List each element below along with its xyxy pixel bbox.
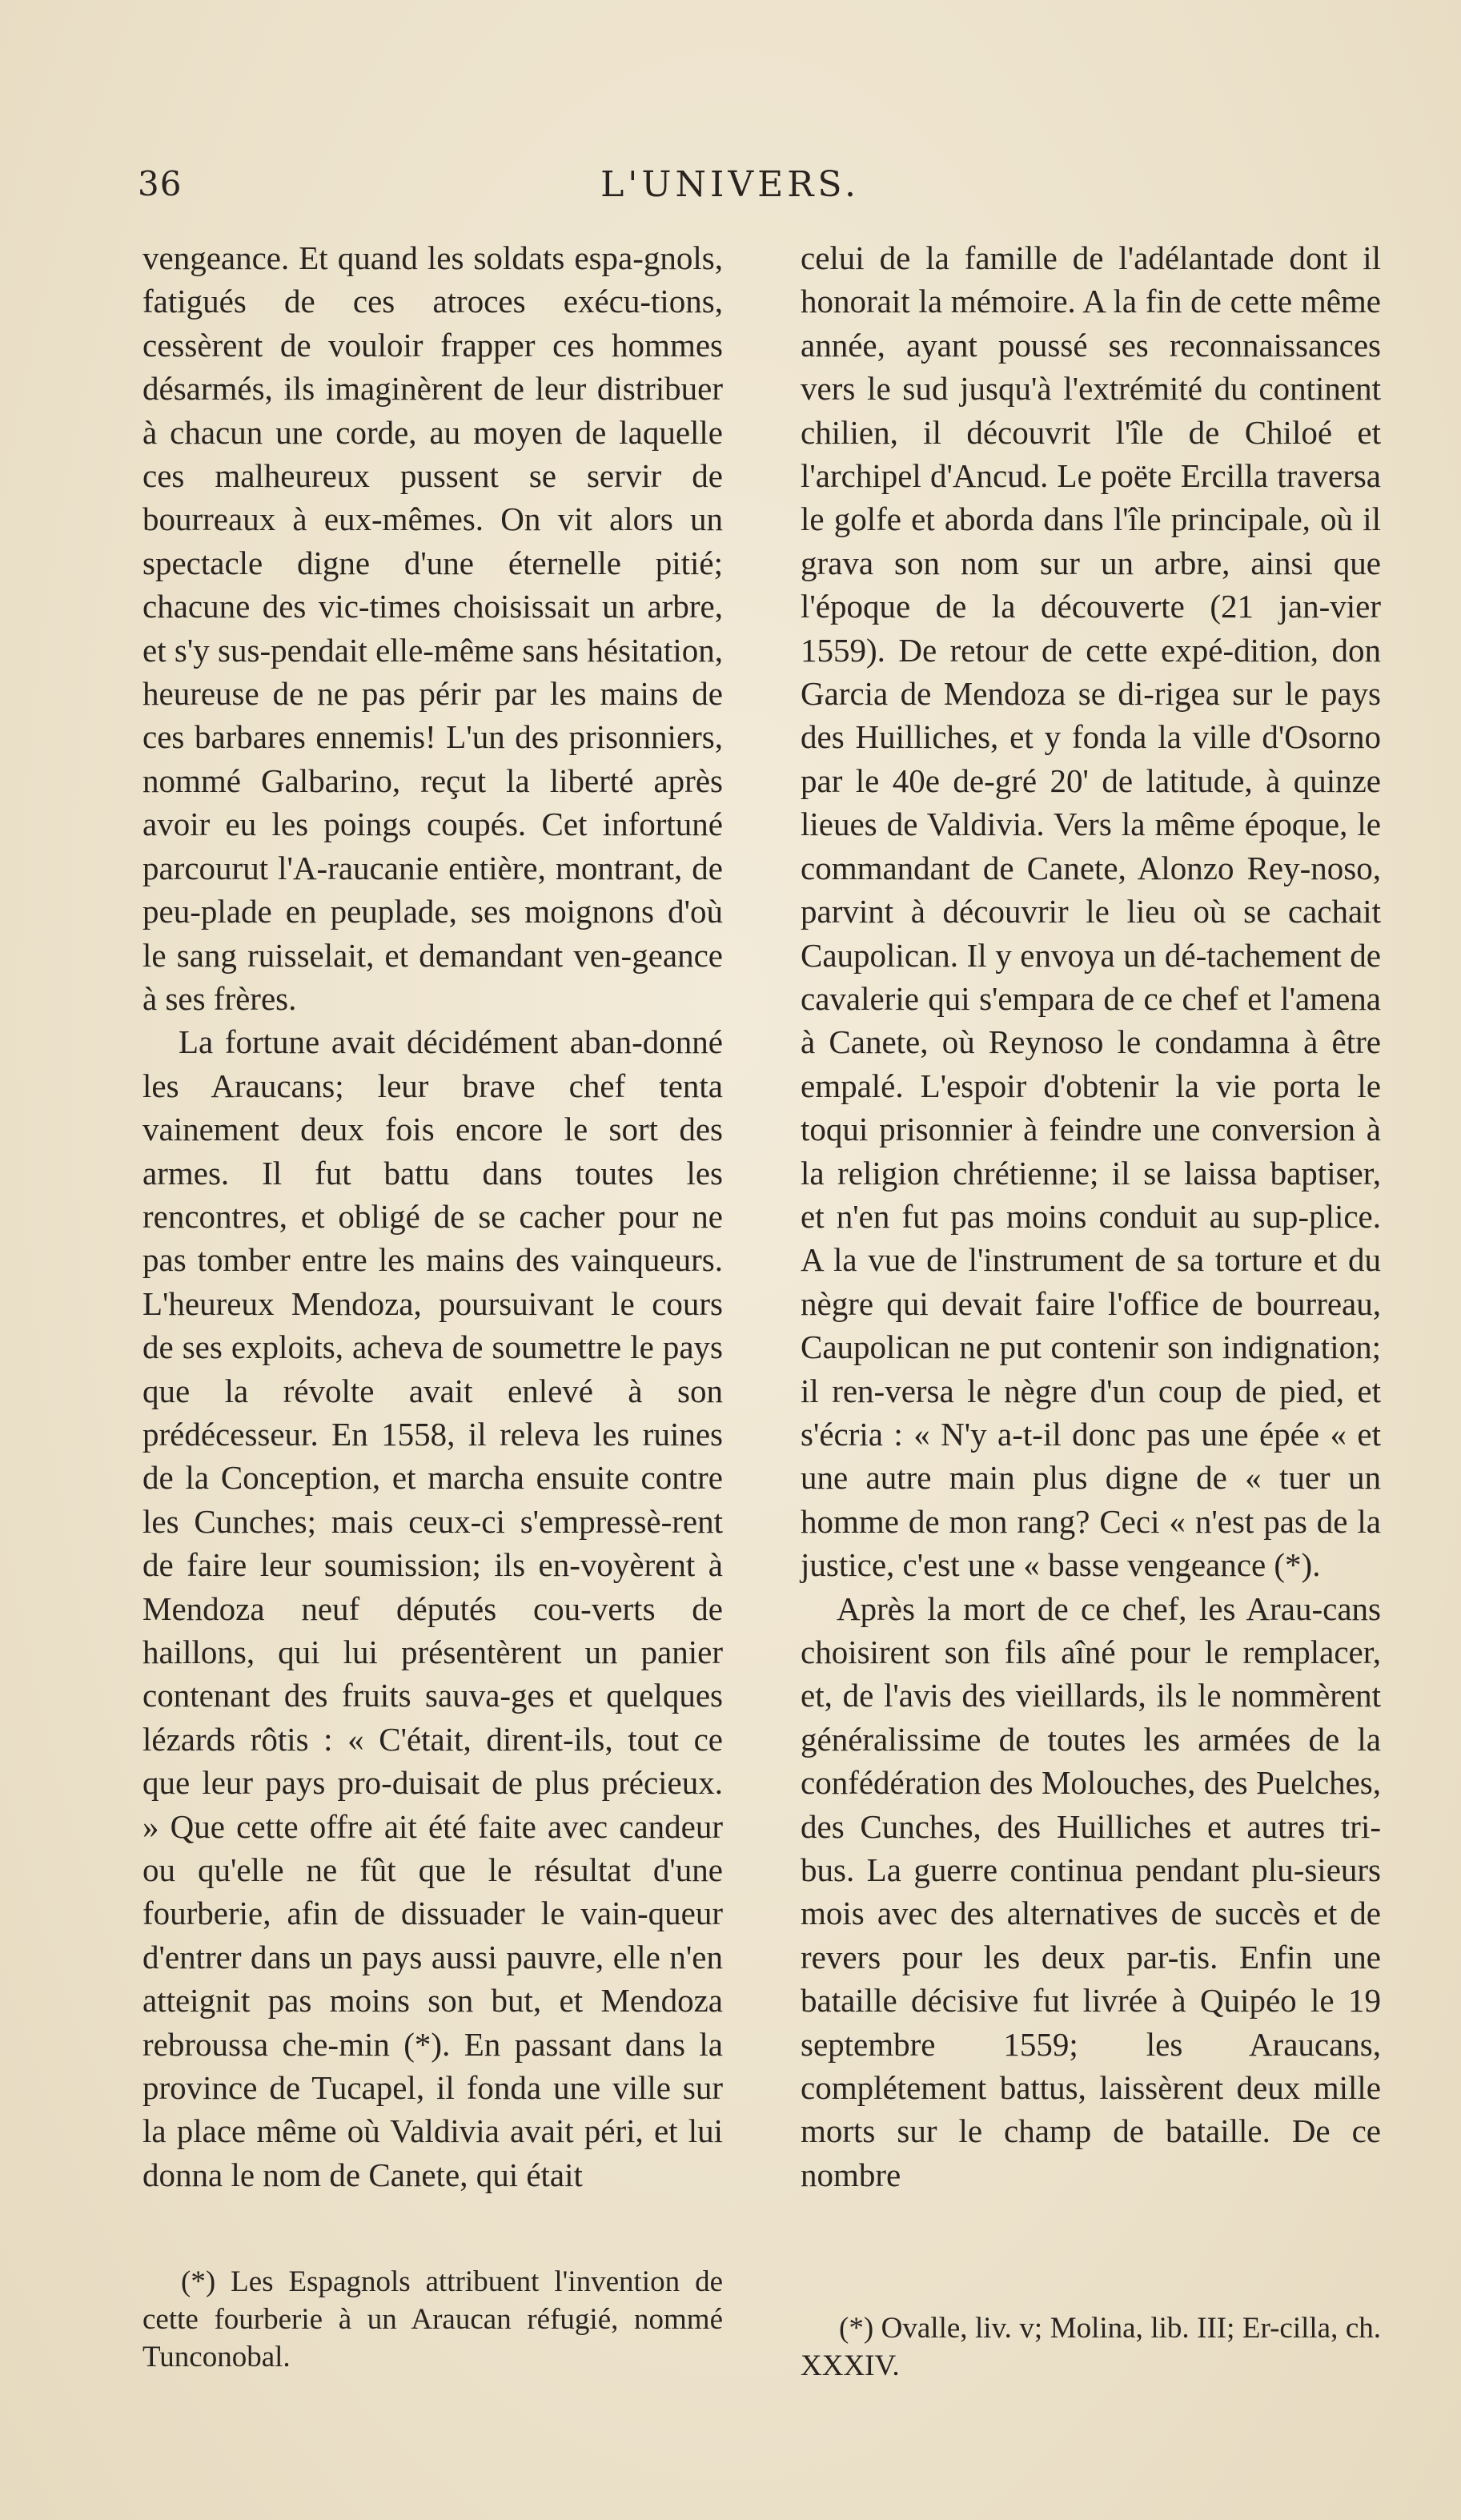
footnote-right — [801, 2309, 1381, 2385]
left-column — [142, 236, 723, 2196]
paragraph: celui de la famille de l'adélantade dont il honorait la mémoire. A la fin de cette même année, ayant poussé ses reconnaissances vers le sud jusqu'à l'extrémité du continent chilien, il découvrit l'île de Chiloé et l'archipel d'Ancud. Le poëte Ercilla traversa le golfe et aborda dans l'île principale, où il grava son nom sur un arbre, ainsi que l'époque de la découverte (21 jan-vier 1559). De retour de cette expé-dition, don Garcia de Mendoza se di-rigea sur le pays des Huilliches, et y fonda la ville d'Osorno par le 40e de-gré 20' de latitude, à quinze lieues de Valdivia. Vers la même époque, le commandant de Canete, Alonzo Rey-noso, parvint à découvrir le lieu où se cachait Caupolican. Il y envoya un dé-tachement de cavalerie qui s'empara de ce chef et l'amena à Canete, où Reynoso le condamna à être empalé. L'espoir d'obtenir la vie porta le toqui prisonnier à feindre une conversion à la religion chrétienne; il se laissa baptiser, et n'en fut pas moins conduit au sup-plice. A la vue de l'instrument de sa torture et du nègre qui devait faire l'office de bourreau, Caupolican ne put contenir son indignation; il ren-versa le nègre d'un coup de pied, et s'écria : « N'y a-t-il donc pas une épée « et une autre main plus digne de « tuer un homme de mon rang? Ceci « n'est pas de la justice, c'est une « basse vengeance (*). — [801, 239, 1381, 1584]
footnote-text: (*) Les Espagnols attribuent l'invention de cette fourberie à un Araucan réfugié, nommé Tunconobal. — [142, 2265, 723, 2373]
footnote-text: (*) Ovalle, liv. v; Molina, lib. III; Er-cilla, ch. XXXIV. — [801, 2312, 1381, 2382]
right-column — [801, 236, 1381, 2196]
footnote-left — [142, 2263, 723, 2376]
running-title: L'UNIVERS. — [600, 164, 860, 205]
running-head — [138, 164, 1323, 212]
paragraph: La fortune avait décidément aban-donné les Araucans; leur brave chef tenta vainement deux fois encore le sort des armes. Il fut battu dans toutes les rencontres, et obligé de se cacher pour ne pas tomber entre les mains des vainqueurs. L'heureux Mendoza, poursuivant le cours de ses exploits, acheva de soumettre le pays que la révolte avait enlevé à son prédécesseur. En 1558, il releva les ruines de la Conception, et marcha ensuite contre les Cunches; mais ceux-ci s'empressè-rent de faire leur soumission; ils en-voyèrent à Mendoza neuf députés cou-verts de haillons, qui lui présentèrent un panier contenant des fruits sauva-ges et quelques lézards rôtis : « C'était, dirent-ils, tout ce que leur pays pro-duisait de plus précieux. » Que cette offre ait été faite avec candeur ou qu'elle ne fût que le résultat d'une fourberie, afin de dissuader le vain-queur d'entrer dans un pays aussi pauvre, elle n'en atteignit pas moins son but, et Mendoza rebroussa che-min (*). En passant dans la province de Tucapel, il fonda une ville sur la place même où Valdivia avait péri, et lui donna le nom de Canete, qui était — [142, 1023, 723, 2193]
page-number: 36 — [138, 164, 183, 203]
paragraph: vengeance. Et quand les soldats espa-gnols, fatigués de ces atroces exécu-tions, cessèrent de vouloir frapper ces hommes désarmés, ils imaginèrent de leur distribuer à chacun une corde, au moyen de laquelle ces malheureux pussent se servir de bourreaux à eux-mêmes. On vit alors un spectacle digne d'une éternelle pitié; chacune des vic-times choisissait un arbre, et s'y sus-pendait elle-même sans hésitation, heureuse de ne pas périr par les mains de ces barbares ennemis! L'un des prisonniers, nommé Galbarino, reçut la liberté après avoir eu les poings coupés. Cet infortuné parcourut l'A-raucanie entière, montrant, de peu-plade en peuplade, ses moignons d'où le sang ruisselait, et demandant ven-geance à ses frères. — [142, 239, 723, 1017]
paragraph: Après la mort de ce chef, les Arau-cans choisirent son fils aîné pour le remplacer, et, de l'avis des vieillards, ils le nommèrent généralissime de toutes les armées de la confédération des Molouches, des Puelches, des Cunches, des Huilliches et autres tri-bus. La guerre continua pendant plu-sieurs mois avec des alternatives de succès et de revers pour les deux par-tis. Enfin une bataille décisive fut livrée à Quipéo le 19 septembre 1559; les Araucans, complétement battus, laissèrent deux mille morts sur le champ de bataille. De ce nombre — [801, 1590, 1381, 2193]
